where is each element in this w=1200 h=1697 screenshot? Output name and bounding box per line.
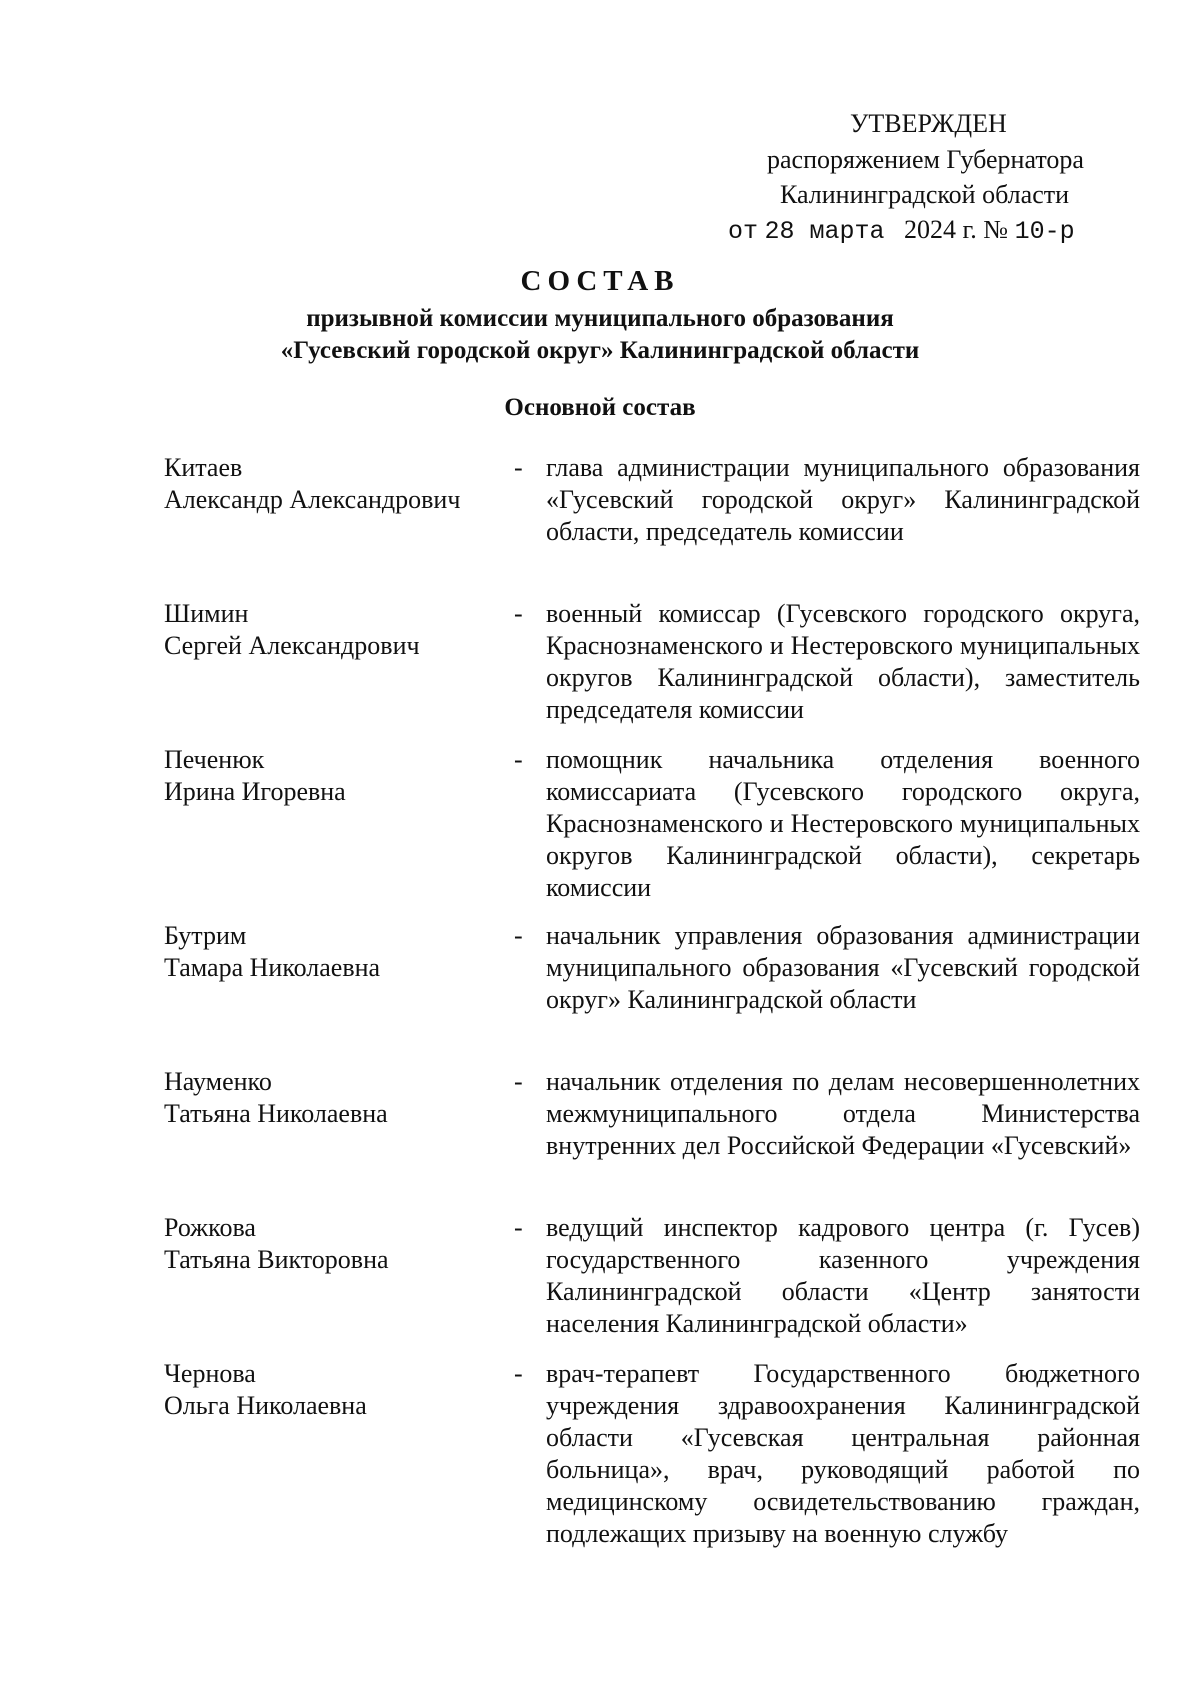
approval-date-prefix: от [728, 217, 759, 246]
member-description: глава администрации муниципального образования «Гусевский городской округ» Калининградской области, председатель комиссии [546, 453, 1140, 546]
member-given-names: Ольга Николаевна [164, 1391, 367, 1420]
member-dash: - [514, 921, 523, 950]
document-title: СОСТАВ [520, 265, 680, 297]
member-entry [164, 1358, 1140, 1558]
section-heading: Основной состав [504, 394, 696, 421]
member-entry [164, 920, 1140, 1066]
document-subtitle-line-2: «Гусевский городской округ» Калининградской области [280, 337, 920, 364]
member-surname: Китаев [164, 453, 243, 482]
member-name [164, 1358, 504, 1422]
approval-title: УТВЕРЖДЕН [850, 109, 1007, 138]
member-name [164, 598, 504, 662]
member-name [164, 1212, 504, 1276]
member-name [164, 744, 504, 808]
member-surname: Печенюк [164, 745, 265, 774]
member-description: начальник управления образования администрации муниципального образования «Гусевский городской округ» Калининградской области [546, 921, 1140, 1014]
approval-line-2: Калининградской области [780, 180, 1070, 209]
approval-date-value: 28 марта [764, 217, 885, 246]
member-given-names: Сергей Александрович [164, 631, 420, 660]
member-surname: Шимин [164, 599, 249, 628]
member-given-names: Татьяна Викторовна [164, 1245, 389, 1274]
member-surname: Рожкова [164, 1213, 256, 1242]
member-entry [164, 452, 1140, 598]
member-name [164, 1066, 504, 1130]
member-dash: - [514, 1067, 523, 1096]
approval-line-1: распоряжением Губернатора [767, 145, 1084, 174]
member-given-names: Татьяна Николаевна [164, 1099, 388, 1128]
member-entry [164, 598, 1140, 744]
document-subtitle-line-1: призывной комиссии муниципального образования [306, 305, 894, 332]
member-surname: Чернова [164, 1359, 256, 1388]
member-name [164, 920, 504, 984]
member-description: помощник начальника отделения военного комиссариата (Гусевского городского округа, Краснознаменского и Нестеровского муниципальных округов Калининградской области), секретарь комиссии [546, 745, 1140, 902]
member-entry [164, 1066, 1140, 1212]
approval-year: 2024 г. № [904, 215, 1009, 244]
member-dash: - [514, 599, 523, 628]
member-description: врач-терапевт Государственного бюджетного учреждения здравоохранения Калининградской области «Гусевская центральная районная больница», врач, руководящий работой по медицинскому освидетельствованию граждан, подлежащих призыву на военную службу [546, 1359, 1140, 1548]
member-dash: - [514, 745, 523, 774]
member-entry [164, 1212, 1140, 1358]
member-entry [164, 744, 1140, 920]
member-given-names: Александр Александрович [164, 485, 461, 514]
member-dash: - [514, 453, 523, 482]
member-description: ведущий инспектор кадрового центра (г. Гусев) государственного казенного учреждения Калининградской области «Центр занятости населения Калининградской области» [546, 1213, 1140, 1338]
member-given-names: Ирина Игоревна [164, 777, 346, 806]
member-description: военный комиссар (Гусевского городского округа, Краснознаменского и Нестеровского муниципальных округов Калининградской области), заместитель председателя комиссии [546, 599, 1140, 724]
approval-date-line [728, 214, 1075, 247]
member-name [164, 452, 504, 516]
member-surname: Науменко [164, 1067, 272, 1096]
member-description: начальник отделения по делам несовершеннолетних межмуниципального отдела Министерства внутренних дел Российской Федерации «Гусевский» [546, 1067, 1140, 1160]
member-dash: - [514, 1213, 523, 1242]
approval-number: 10-р [1014, 217, 1075, 246]
members-list [164, 452, 1140, 1558]
member-given-names: Тамара Николаевна [164, 953, 381, 982]
member-surname: Бутрим [164, 921, 247, 950]
member-dash: - [514, 1359, 523, 1388]
